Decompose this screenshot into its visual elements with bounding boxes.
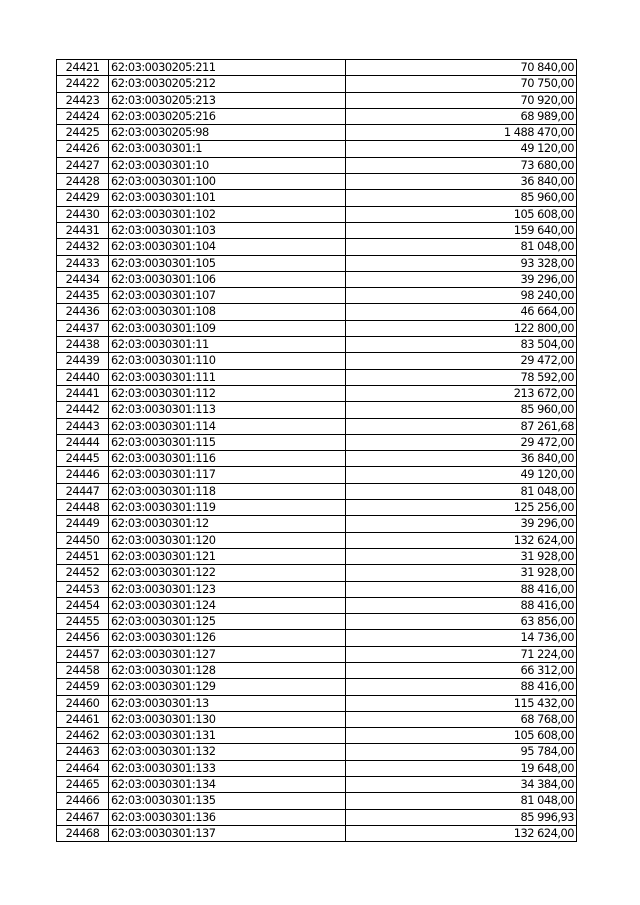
row-number-cell: 24421 <box>57 60 109 76</box>
cadastral-number-cell: 62:03:0030301:108 <box>109 304 346 320</box>
cadastral-number-cell: 62:03:0030301:117 <box>109 467 346 483</box>
row-number-cell: 24424 <box>57 108 109 124</box>
table-row <box>57 353 577 369</box>
row-number-cell: 24422 <box>57 76 109 92</box>
row-number-cell: 24443 <box>57 418 109 434</box>
row-number-cell: 24464 <box>57 760 109 776</box>
table-row <box>57 646 577 662</box>
table-row <box>57 141 577 157</box>
row-number-cell: 24444 <box>57 434 109 450</box>
cadastral-value-cell: 87 261,68 <box>346 418 577 434</box>
row-number-cell: 24449 <box>57 516 109 532</box>
cadastral-number-cell: 62:03:0030301:130 <box>109 711 346 727</box>
cadastral-number-cell: 62:03:0030301:136 <box>109 809 346 825</box>
cadastral-number-cell: 62:03:0030301:115 <box>109 434 346 450</box>
cadastral-number-cell: 62:03:0030301:124 <box>109 597 346 613</box>
cadastral-value-cell: 105 608,00 <box>346 728 577 744</box>
table-row <box>57 630 577 646</box>
table-row <box>57 744 577 760</box>
cadastral-number-cell: 62:03:0030301:103 <box>109 222 346 238</box>
table-row <box>57 206 577 222</box>
table-row <box>57 581 577 597</box>
row-number-cell: 24467 <box>57 809 109 825</box>
cadastral-number-cell: 62:03:0030301:119 <box>109 500 346 516</box>
table-row <box>57 548 577 564</box>
cadastral-value-cell: 31 928,00 <box>346 548 577 564</box>
cadastral-number-cell: 62:03:0030301:110 <box>109 353 346 369</box>
cadastral-value-cell: 98 240,00 <box>346 288 577 304</box>
row-number-cell: 24457 <box>57 646 109 662</box>
cadastral-value-cell: 1 488 470,00 <box>346 125 577 141</box>
row-number-cell: 24429 <box>57 190 109 206</box>
cadastral-value-cell: 85 960,00 <box>346 402 577 418</box>
row-number-cell: 24454 <box>57 597 109 613</box>
cadastral-value-cell: 85 960,00 <box>346 190 577 206</box>
row-number-cell: 24436 <box>57 304 109 320</box>
row-number-cell: 24466 <box>57 793 109 809</box>
cadastral-number-cell: 62:03:0030301:114 <box>109 418 346 434</box>
cadastral-value-cell: 46 664,00 <box>346 304 577 320</box>
table-row <box>57 711 577 727</box>
row-number-cell: 24435 <box>57 288 109 304</box>
cadastral-value-cell: 29 472,00 <box>346 353 577 369</box>
table-row <box>57 809 577 825</box>
cadastral-value-cell: 81 048,00 <box>346 239 577 255</box>
cadastral-number-cell: 62:03:0030301:104 <box>109 239 346 255</box>
cadastral-value-cell: 93 328,00 <box>346 255 577 271</box>
cadastral-value-cell: 14 736,00 <box>346 630 577 646</box>
table-body <box>57 60 577 842</box>
table-row <box>57 597 577 613</box>
cadastral-value-cell: 39 296,00 <box>346 516 577 532</box>
cadastral-value-cell: 36 840,00 <box>346 451 577 467</box>
cadastral-number-cell: 62:03:0030301:116 <box>109 451 346 467</box>
table-row <box>57 255 577 271</box>
table-row <box>57 614 577 630</box>
cadastral-number-cell: 62:03:0030301:120 <box>109 532 346 548</box>
row-number-cell: 24423 <box>57 92 109 108</box>
cadastral-number-cell: 62:03:0030301:102 <box>109 206 346 222</box>
row-number-cell: 24461 <box>57 711 109 727</box>
cadastral-number-cell: 62:03:0030205:211 <box>109 60 346 76</box>
row-number-cell: 24463 <box>57 744 109 760</box>
cadastral-number-cell: 62:03:0030301:11 <box>109 337 346 353</box>
row-number-cell: 24430 <box>57 206 109 222</box>
row-number-cell: 24455 <box>57 614 109 630</box>
cadastral-number-cell: 62:03:0030205:213 <box>109 92 346 108</box>
cadastral-number-cell: 62:03:0030301:129 <box>109 679 346 695</box>
cadastral-value-cell: 132 624,00 <box>346 825 577 841</box>
row-number-cell: 24445 <box>57 451 109 467</box>
table-row <box>57 500 577 516</box>
cadastral-value-cell: 213 672,00 <box>346 385 577 401</box>
row-number-cell: 24465 <box>57 777 109 793</box>
table-row <box>57 337 577 353</box>
table-row <box>57 418 577 434</box>
cadastral-number-cell: 62:03:0030301:111 <box>109 369 346 385</box>
table-row <box>57 174 577 190</box>
table-row <box>57 288 577 304</box>
row-number-cell: 24441 <box>57 385 109 401</box>
row-number-cell: 24468 <box>57 825 109 841</box>
row-number-cell: 24462 <box>57 728 109 744</box>
row-number-cell: 24440 <box>57 369 109 385</box>
table-row <box>57 92 577 108</box>
cadastral-value-cell: 88 416,00 <box>346 597 577 613</box>
cadastral-number-cell: 62:03:0030301:133 <box>109 760 346 776</box>
cadastral-value-cell: 122 800,00 <box>346 320 577 336</box>
table-row <box>57 304 577 320</box>
table-row <box>57 728 577 744</box>
cadastral-number-cell: 62:03:0030301:106 <box>109 271 346 287</box>
cadastral-number-cell: 62:03:0030301:1 <box>109 141 346 157</box>
cadastral-number-cell: 62:03:0030301:135 <box>109 793 346 809</box>
row-number-cell: 24426 <box>57 141 109 157</box>
cadastral-number-cell: 62:03:0030301:126 <box>109 630 346 646</box>
table-row <box>57 125 577 141</box>
cadastral-value-cell: 115 432,00 <box>346 695 577 711</box>
table-row <box>57 271 577 287</box>
table-row <box>57 777 577 793</box>
row-number-cell: 24453 <box>57 581 109 597</box>
row-number-cell: 24452 <box>57 565 109 581</box>
cadastral-number-cell: 62:03:0030301:125 <box>109 614 346 630</box>
table-row <box>57 222 577 238</box>
row-number-cell: 24431 <box>57 222 109 238</box>
cadastral-value-cell: 36 840,00 <box>346 174 577 190</box>
table-row <box>57 662 577 678</box>
cadastral-value-cell: 95 784,00 <box>346 744 577 760</box>
cadastral-number-cell: 62:03:0030301:109 <box>109 320 346 336</box>
row-number-cell: 24425 <box>57 125 109 141</box>
row-number-cell: 24442 <box>57 402 109 418</box>
cadastral-number-cell: 62:03:0030301:122 <box>109 565 346 581</box>
cadastral-number-cell: 62:03:0030301:13 <box>109 695 346 711</box>
cadastral-value-table <box>56 59 577 842</box>
row-number-cell: 24451 <box>57 548 109 564</box>
row-number-cell: 24439 <box>57 353 109 369</box>
cadastral-value-cell: 66 312,00 <box>346 662 577 678</box>
row-number-cell: 24427 <box>57 157 109 173</box>
cadastral-number-cell: 62:03:0030205:98 <box>109 125 346 141</box>
table-row <box>57 825 577 841</box>
cadastral-number-cell: 62:03:0030301:137 <box>109 825 346 841</box>
cadastral-number-cell: 62:03:0030301:127 <box>109 646 346 662</box>
cadastral-value-cell: 19 648,00 <box>346 760 577 776</box>
row-number-cell: 24456 <box>57 630 109 646</box>
cadastral-number-cell: 62:03:0030301:113 <box>109 402 346 418</box>
table-row <box>57 190 577 206</box>
row-number-cell: 24432 <box>57 239 109 255</box>
cadastral-value-cell: 73 680,00 <box>346 157 577 173</box>
cadastral-value-cell: 81 048,00 <box>346 793 577 809</box>
table-row <box>57 369 577 385</box>
cadastral-number-cell: 62:03:0030301:100 <box>109 174 346 190</box>
cadastral-value-cell: 49 120,00 <box>346 141 577 157</box>
row-number-cell: 24448 <box>57 500 109 516</box>
cadastral-value-cell: 159 640,00 <box>346 222 577 238</box>
table-row <box>57 516 577 532</box>
table-row <box>57 695 577 711</box>
row-number-cell: 24428 <box>57 174 109 190</box>
cadastral-value-cell: 39 296,00 <box>346 271 577 287</box>
cadastral-value-cell: 68 989,00 <box>346 108 577 124</box>
row-number-cell: 24450 <box>57 532 109 548</box>
table-row <box>57 108 577 124</box>
cadastral-number-cell: 62:03:0030301:107 <box>109 288 346 304</box>
cadastral-value-cell: 70 920,00 <box>346 92 577 108</box>
cadastral-value-cell: 34 384,00 <box>346 777 577 793</box>
cadastral-value-cell: 31 928,00 <box>346 565 577 581</box>
cadastral-value-cell: 49 120,00 <box>346 467 577 483</box>
row-number-cell: 24434 <box>57 271 109 287</box>
table-row <box>57 679 577 695</box>
cadastral-number-cell: 62:03:0030301:112 <box>109 385 346 401</box>
cadastral-value-cell: 88 416,00 <box>346 581 577 597</box>
cadastral-value-cell: 132 624,00 <box>346 532 577 548</box>
row-number-cell: 24438 <box>57 337 109 353</box>
cadastral-value-cell: 29 472,00 <box>346 434 577 450</box>
cadastral-value-cell: 63 856,00 <box>346 614 577 630</box>
row-number-cell: 24447 <box>57 483 109 499</box>
row-number-cell: 24458 <box>57 662 109 678</box>
cadastral-value-cell: 78 592,00 <box>346 369 577 385</box>
cadastral-number-cell: 62:03:0030301:123 <box>109 581 346 597</box>
cadastral-value-cell: 68 768,00 <box>346 711 577 727</box>
table-row <box>57 483 577 499</box>
cadastral-number-cell: 62:03:0030301:12 <box>109 516 346 532</box>
row-number-cell: 24446 <box>57 467 109 483</box>
cadastral-value-cell: 88 416,00 <box>346 679 577 695</box>
cadastral-number-cell: 62:03:0030301:134 <box>109 777 346 793</box>
table-row <box>57 76 577 92</box>
row-number-cell: 24437 <box>57 320 109 336</box>
row-number-cell: 24433 <box>57 255 109 271</box>
table-row <box>57 320 577 336</box>
table-row <box>57 467 577 483</box>
cadastral-value-cell: 105 608,00 <box>346 206 577 222</box>
table-row <box>57 760 577 776</box>
cadastral-number-cell: 62:03:0030301:10 <box>109 157 346 173</box>
cadastral-number-cell: 62:03:0030301:121 <box>109 548 346 564</box>
cadastral-value-cell: 70 750,00 <box>346 76 577 92</box>
cadastral-value-cell: 83 504,00 <box>346 337 577 353</box>
table-row <box>57 532 577 548</box>
cadastral-value-cell: 81 048,00 <box>346 483 577 499</box>
table-row <box>57 434 577 450</box>
cadastral-value-cell: 71 224,00 <box>346 646 577 662</box>
table-row <box>57 402 577 418</box>
table-row <box>57 385 577 401</box>
table-row <box>57 239 577 255</box>
table-row <box>57 60 577 76</box>
cadastral-number-cell: 62:03:0030205:216 <box>109 108 346 124</box>
cadastral-number-cell: 62:03:0030301:132 <box>109 744 346 760</box>
table-row <box>57 565 577 581</box>
cadastral-value-cell: 125 256,00 <box>346 500 577 516</box>
row-number-cell: 24460 <box>57 695 109 711</box>
cadastral-value-cell: 70 840,00 <box>346 60 577 76</box>
cadastral-number-cell: 62:03:0030301:131 <box>109 728 346 744</box>
table-row <box>57 157 577 173</box>
cadastral-number-cell: 62:03:0030301:118 <box>109 483 346 499</box>
cadastral-number-cell: 62:03:0030301:105 <box>109 255 346 271</box>
cadastral-number-cell: 62:03:0030301:101 <box>109 190 346 206</box>
cadastral-value-cell: 85 996,93 <box>346 809 577 825</box>
cadastral-number-cell: 62:03:0030301:128 <box>109 662 346 678</box>
row-number-cell: 24459 <box>57 679 109 695</box>
table-row <box>57 793 577 809</box>
table-row <box>57 451 577 467</box>
cadastral-number-cell: 62:03:0030205:212 <box>109 76 346 92</box>
